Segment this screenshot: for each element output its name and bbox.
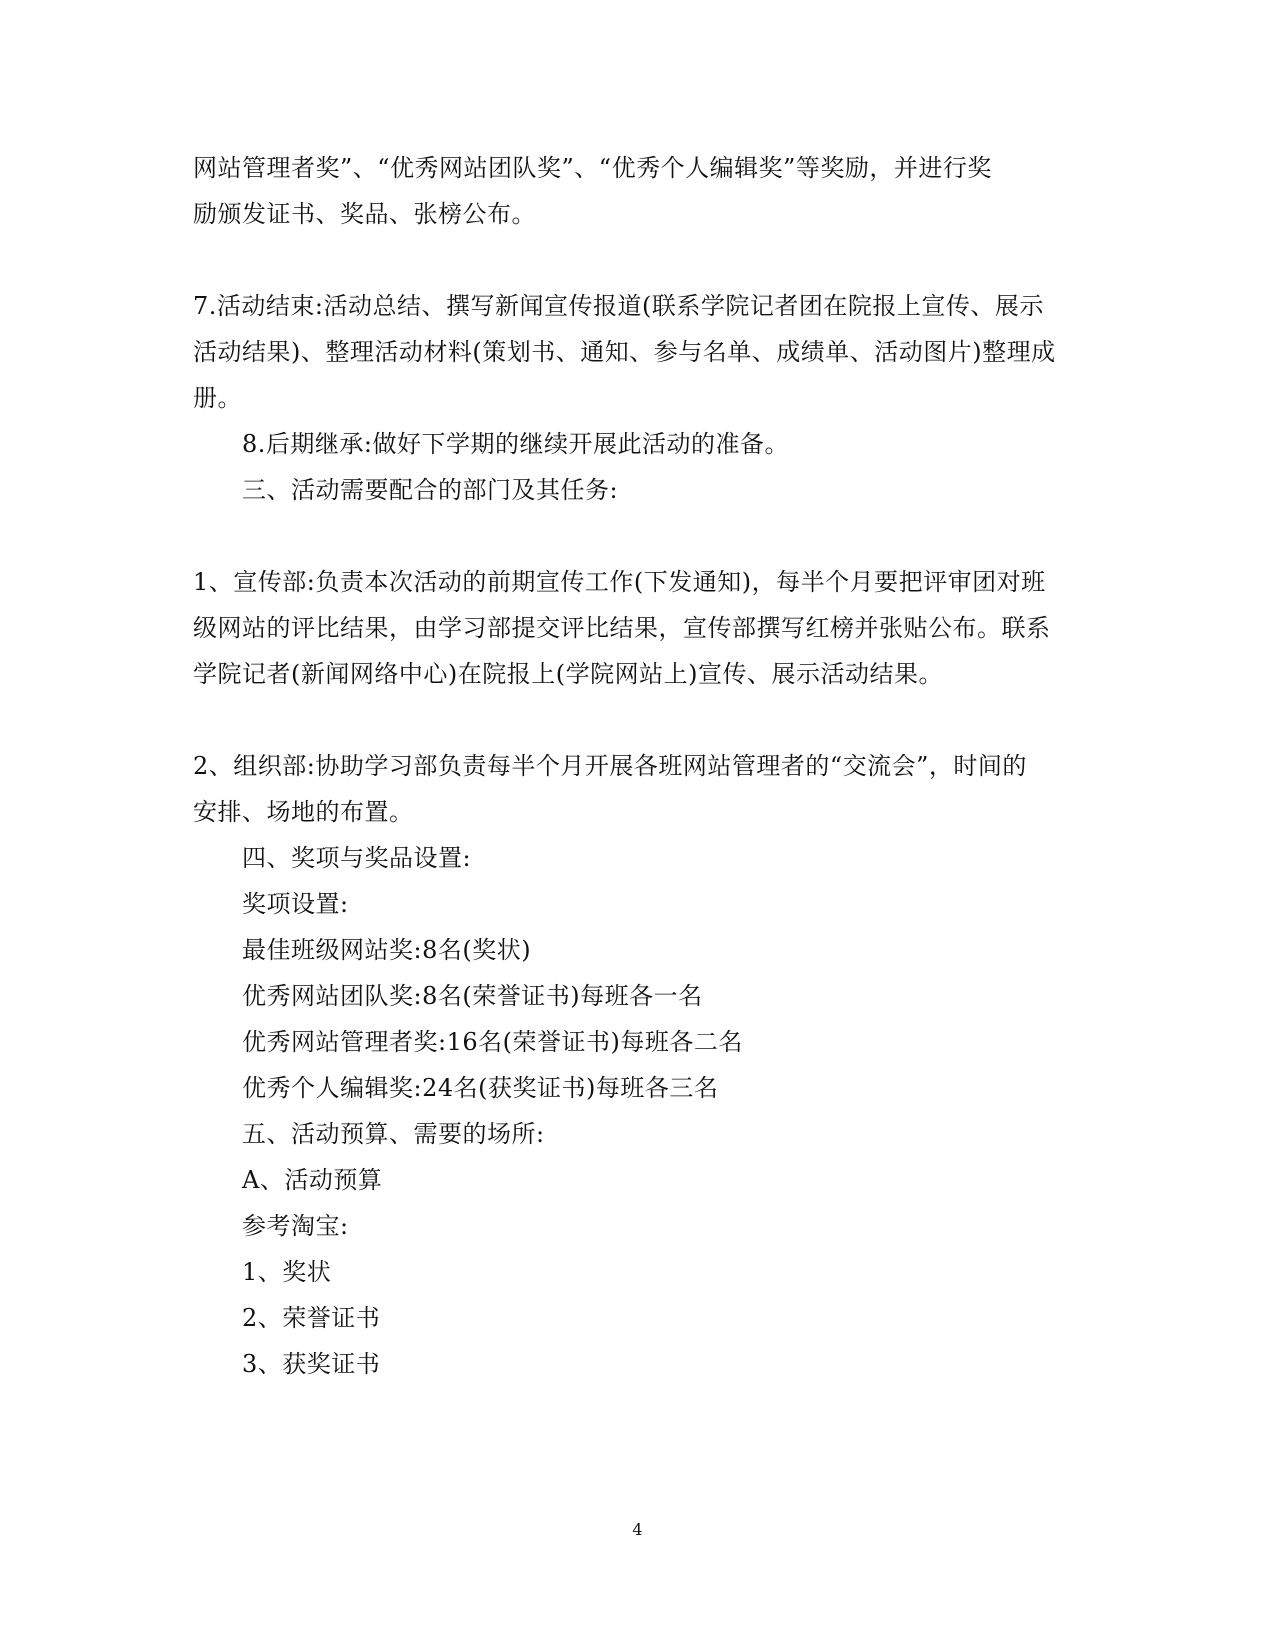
section-heading: 四、奖项与奖品设置: <box>242 844 472 872</box>
text-line: 励颁发证书、奖品、张榜公布。 <box>193 200 536 228</box>
text-line: 7.活动结束:活动总结、撰写新闻宣传报道(联系学院记者团在院报上宣传、展示 <box>193 292 1044 320</box>
text-line: 活动结果)、整理活动材料(策划书、通知、参与名单、成绩单、活动图片)整理成 <box>193 338 1056 366</box>
text-line: 安排、场地的布置。 <box>193 798 414 826</box>
text-line: 8.后期继承:做好下学期的继续开展此活动的准备。 <box>242 430 789 458</box>
text-line: 奖项设置: <box>242 890 349 918</box>
section-heading: 五、活动预算、需要的场所: <box>242 1120 545 1148</box>
text-line: 级网站的评比结果，由学习部提交评比结果，宣传部撰写红榜并张贴公布。联系 <box>193 614 1051 642</box>
text-line: 3、获奖证书 <box>242 1350 381 1378</box>
page-number: 4 <box>632 1520 643 1539</box>
text-line: 优秀网站团队奖:8名(荣誉证书)每班各一名 <box>242 982 703 1010</box>
text-line: 优秀个人编辑奖:24名(获奖证书)每班各三名 <box>242 1074 719 1102</box>
text-line: 参考淘宝: <box>242 1212 349 1240</box>
text-line: 2、组织部:协助学习部负责每半个月开展各班网站管理者的“交流会”，时间的 <box>193 752 1027 780</box>
text-line: A、活动预算 <box>242 1166 383 1194</box>
text-line: 优秀网站管理者奖:16名(荣誉证书)每班各二名 <box>242 1028 743 1056</box>
text-line: 学院记者(新闻网络中心)在院报上(学院网站上)宣传、展示活动结果。 <box>193 660 943 688</box>
text-line: 网站管理者奖”、“优秀网站团队奖”、“优秀个人编辑奖”等奖励，并进行奖 <box>193 154 992 182</box>
text-line: 1、宣传部:负责本次活动的前期宣传工作(下发通知)，每半个月要把评审团对班 <box>193 568 1046 596</box>
text-line: 1、奖状 <box>242 1258 332 1286</box>
text-line: 册。 <box>193 384 242 412</box>
text-line: 2、荣誉证书 <box>242 1304 381 1332</box>
text-line: 最佳班级网站奖:8名(奖状) <box>242 936 532 964</box>
section-heading: 三、活动需要配合的部门及其任务: <box>242 476 619 504</box>
